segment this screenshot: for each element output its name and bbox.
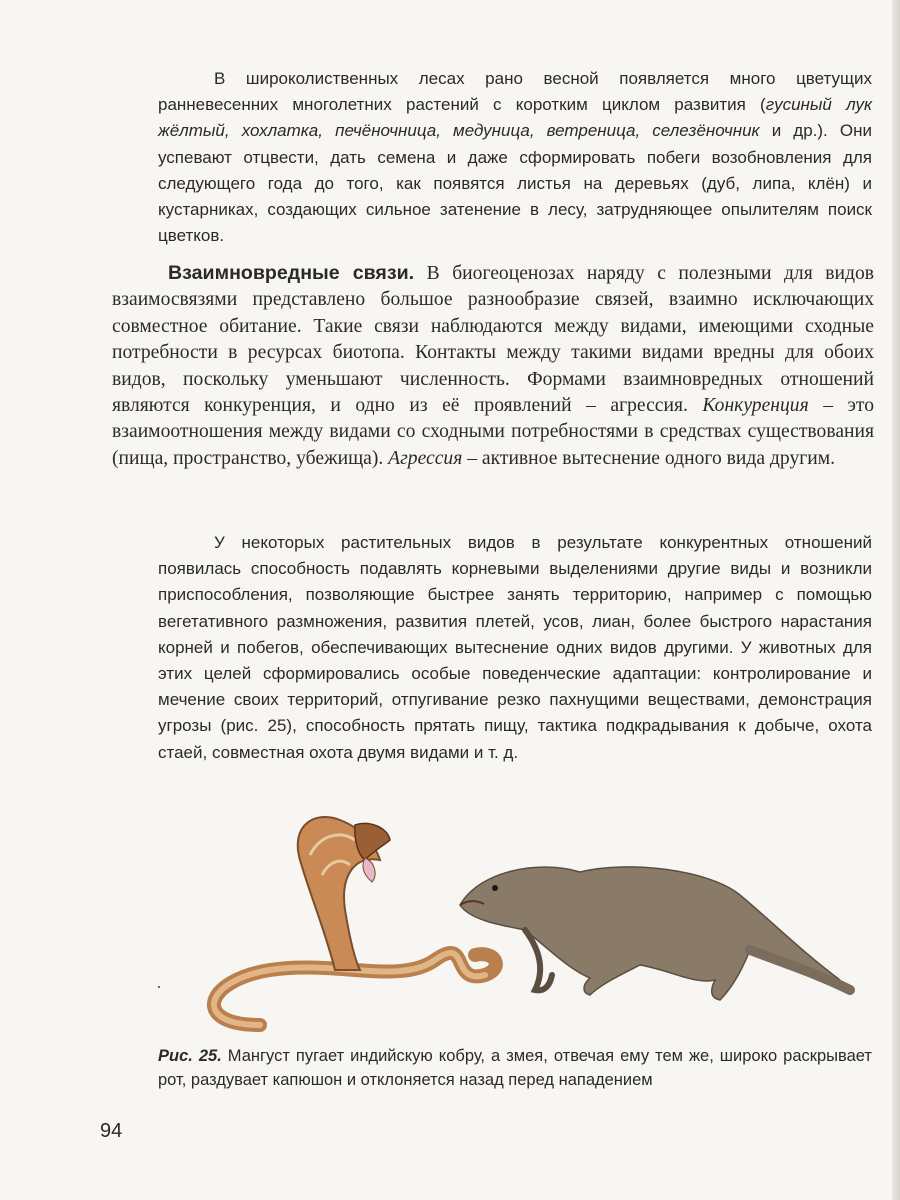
page-number: 94 [100, 1120, 123, 1142]
paragraph-text: В биогеоценозах наряду с полезными для видов взаимосвязями представлено большое разнообразие связей, взаимно исключающих совместное обитание. Такие связи наблюдаются между видами, имеющими сходные потребности в ресурсах биотопа. Контакты между такими видами вредны для обоих видов, поскольку уменьшают численность. Формами взаимновредных отношений являются конкуренция, и одно из её проявлений – агрессия. [112, 263, 874, 417]
term-aggression: Агрессия [388, 447, 463, 469]
caption-text: Мангуст пугает индийскую кобру, а змея, отвечая ему тем же, широко раскрывает рот, раздувает капюшон и отклоняется назад перед нападением [158, 1047, 872, 1089]
page-edge [892, 0, 900, 1200]
paragraph-text: У некоторых растительных видов в результате конкурентных отношений появилась способность подавлять корневыми выделениями другие виды и возникли приспособления, позволяющие быстрее занять территорию, например с помощью вегетативного размножения, развития плетей, усов, лиан, более быстрого нарастания корней и побегов, обеспечивающих вытеснение одних видов другими. У животных для этих целей сформировались особые поведенческие адаптации: контролирование и мечение своих территорий, отпугивание резко пахнущими веществами, демонстрация угрозы (рис. 25), способность прятать пищу, тактика подкрадывания к добыче, охота стаей, совместная охота двумя видами и т. д. [158, 533, 872, 762]
paragraph-mutually-harmful-relations [112, 260, 874, 472]
paragraph-early-spring-plants [158, 66, 872, 249]
cobra-illustration [214, 817, 496, 1025]
figure-label: Рис. 25. [158, 1047, 222, 1065]
paragraph-text: В широколиственных лесах рано весной появляется много цветущих ранневесенних многолетних растений с коротким циклом развития ( [158, 69, 872, 115]
figure-cobra-mongoose [150, 800, 870, 1040]
plant-species-list: гусиный лук жёлтый, хохлатка, печёночница, медуница, ветреница, селезёночник [158, 95, 872, 141]
paragraph-text: – активное вытеснение одного вида другим. [462, 447, 836, 469]
mongoose-illustration [460, 867, 850, 1000]
section-heading: Взаимновредные связи. [168, 262, 415, 284]
term-competition: Конкуренция [702, 395, 809, 417]
dot-mark [158, 986, 160, 988]
paragraph-text: и др.). Они успевают отцвести, дать семена и даже сформировать побеги возобновления для следующего года до того, как появятся листья на деревьях (дуб, липа, клён) и кустарниках, создающих сильное затенение в лесу, затрудняющее опылителям поиск цветков. [158, 121, 872, 246]
illustration [150, 800, 870, 1040]
paragraph-text: – это взаимоотношения между видами со сходными потребностями в средствах существования (пища, пространство, убежища). [112, 395, 875, 469]
figure-caption [158, 1044, 872, 1092]
paragraph-competitive-adaptations [158, 530, 872, 766]
